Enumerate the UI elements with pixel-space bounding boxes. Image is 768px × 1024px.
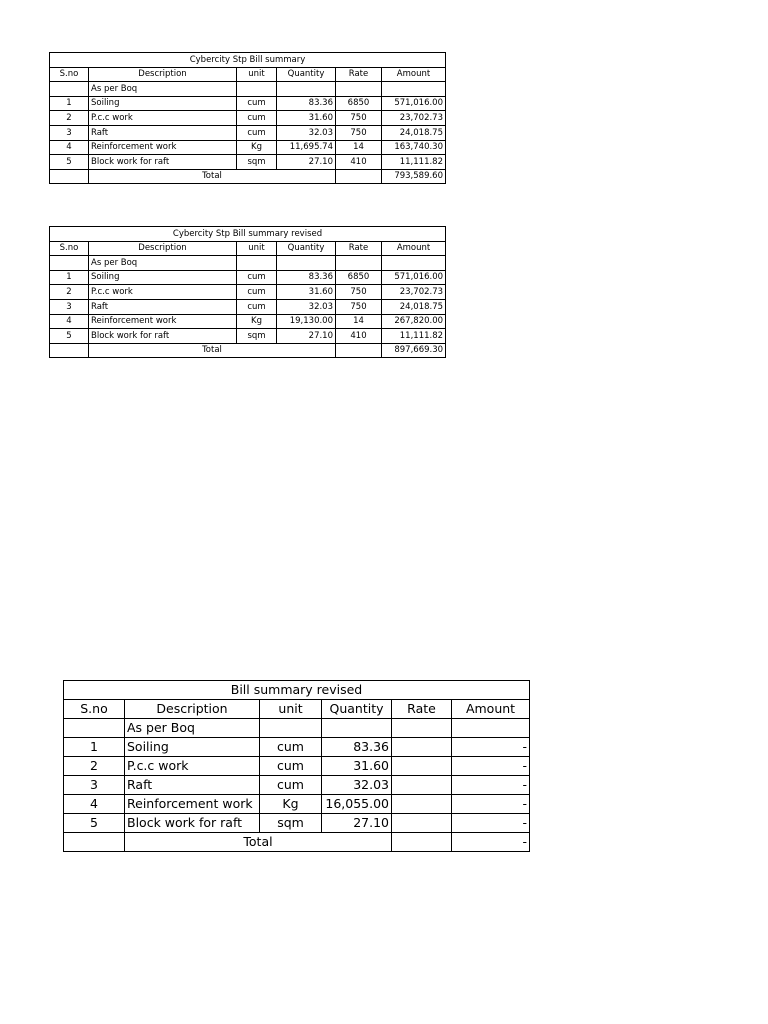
cell-sno: 3 xyxy=(64,776,125,795)
table-row xyxy=(50,125,446,140)
cell-rate: 750 xyxy=(336,125,382,140)
table-row xyxy=(64,757,530,776)
cell-rate: 750 xyxy=(336,285,382,300)
table-title: Cybercity Stp Bill summary xyxy=(50,53,446,68)
cell-unit: cum xyxy=(237,285,277,300)
cell-sno: 3 xyxy=(50,299,89,314)
cell-unit: cum xyxy=(260,757,322,776)
cell-quantity: 32.03 xyxy=(322,776,392,795)
header-unit: unit xyxy=(237,67,277,82)
table-row xyxy=(50,285,446,300)
header-rate: Rate xyxy=(336,67,382,82)
cell-sno: 5 xyxy=(64,814,125,833)
cell-rate: 750 xyxy=(336,299,382,314)
cell-amount: - xyxy=(452,795,530,814)
cell-quantity: 11,695.74 xyxy=(277,140,336,155)
cell-amount: - xyxy=(452,776,530,795)
cell-quantity: 27.10 xyxy=(322,814,392,833)
cell-sno: 5 xyxy=(50,329,89,344)
cell-unit: cum xyxy=(237,299,277,314)
header-rate: Rate xyxy=(336,241,382,256)
cell-amount: 267,820.00 xyxy=(382,314,446,329)
cell-unit: Kg xyxy=(237,314,277,329)
cell-rate: 410 xyxy=(336,329,382,344)
cell-unit: sqm xyxy=(260,814,322,833)
cell-amount: 11,111.82 xyxy=(382,329,446,344)
cell-description: Reinforcement work xyxy=(125,795,260,814)
cell-description: P.c.c work xyxy=(125,757,260,776)
header-description: Description xyxy=(89,67,237,82)
cell-description: Soiling xyxy=(89,270,237,285)
cell-sno: 1 xyxy=(50,270,89,285)
header-amount: Amount xyxy=(382,67,446,82)
bill-summary-revised-large-table xyxy=(63,680,530,852)
bill-summary-revised-table xyxy=(49,226,446,358)
cell-unit: cum xyxy=(237,125,277,140)
total-label: Total xyxy=(89,343,336,358)
cell-amount: 24,018.75 xyxy=(382,299,446,314)
subheading-row xyxy=(50,256,446,271)
cell-amount: - xyxy=(452,814,530,833)
header-sno: S.no xyxy=(50,241,89,256)
cell-quantity: 32.03 xyxy=(277,299,336,314)
cell-amount: 23,702.73 xyxy=(382,285,446,300)
cell-rate: 14 xyxy=(336,140,382,155)
cell-unit: cum xyxy=(260,776,322,795)
table-title-row xyxy=(50,227,446,242)
cell-unit: Kg xyxy=(260,795,322,814)
cell-description: Block work for raft xyxy=(125,814,260,833)
cell-unit: sqm xyxy=(237,329,277,344)
header-unit: unit xyxy=(237,241,277,256)
header-description: Description xyxy=(89,241,237,256)
cell-quantity: 32.03 xyxy=(277,125,336,140)
cell-amount: 23,702.73 xyxy=(382,111,446,126)
cell-rate xyxy=(392,738,452,757)
table-row xyxy=(50,314,446,329)
subheading: As per Boq xyxy=(89,82,237,97)
cell-quantity: 27.10 xyxy=(277,155,336,170)
cell-quantity: 16,055.00 xyxy=(322,795,392,814)
cell-amount: - xyxy=(452,738,530,757)
table-row xyxy=(50,155,446,170)
header-unit: unit xyxy=(260,700,322,719)
cell-description: Soiling xyxy=(125,738,260,757)
cell-sno: 3 xyxy=(50,125,89,140)
cell-sno: 2 xyxy=(50,111,89,126)
cell-rate: 6850 xyxy=(336,270,382,285)
cell-quantity: 83.36 xyxy=(277,270,336,285)
total-amount: 897,669.30 xyxy=(382,343,446,358)
cell-description: Raft xyxy=(89,299,237,314)
total-label: Total xyxy=(125,833,392,852)
cell-description: P.c.c work xyxy=(89,111,237,126)
cell-rate: 410 xyxy=(336,155,382,170)
header-amount: Amount xyxy=(452,700,530,719)
header-description: Description xyxy=(125,700,260,719)
table-row xyxy=(50,299,446,314)
cell-amount: 571,016.00 xyxy=(382,270,446,285)
total-label: Total xyxy=(89,169,336,184)
total-row xyxy=(50,343,446,358)
cell-rate xyxy=(392,757,452,776)
cell-sno: 5 xyxy=(50,155,89,170)
cell-description: P.c.c work xyxy=(89,285,237,300)
cell-sno: 4 xyxy=(64,795,125,814)
header-rate: Rate xyxy=(392,700,452,719)
cell-rate: 6850 xyxy=(336,96,382,111)
table-title: Cybercity Stp Bill summary revised xyxy=(50,227,446,242)
table-header-row xyxy=(50,241,446,256)
cell-unit: cum xyxy=(237,270,277,285)
cell-description: Soiling xyxy=(89,96,237,111)
bill-summary-table xyxy=(49,52,446,184)
total-amount: - xyxy=(452,833,530,852)
cell-quantity: 31.60 xyxy=(322,757,392,776)
cell-unit: cum xyxy=(237,111,277,126)
cell-quantity: 31.60 xyxy=(277,111,336,126)
table-title-row xyxy=(50,53,446,68)
cell-quantity: 83.36 xyxy=(277,96,336,111)
cell-rate: 750 xyxy=(336,111,382,126)
cell-amount: 24,018.75 xyxy=(382,125,446,140)
header-sno: S.no xyxy=(64,700,125,719)
table-row xyxy=(64,776,530,795)
table-title: Bill summary revised xyxy=(64,681,530,700)
cell-sno: 1 xyxy=(64,738,125,757)
cell-rate xyxy=(392,776,452,795)
cell-unit: Kg xyxy=(237,140,277,155)
subheading-row xyxy=(50,82,446,97)
table-header-row xyxy=(50,67,446,82)
cell-rate: 14 xyxy=(336,314,382,329)
header-quantity: Quantity xyxy=(322,700,392,719)
cell-amount: 11,111.82 xyxy=(382,155,446,170)
cell-unit: cum xyxy=(237,96,277,111)
cell-description: Raft xyxy=(125,776,260,795)
cell-sno: 2 xyxy=(64,757,125,776)
subheading-row xyxy=(64,719,530,738)
cell-amount: 163,740.30 xyxy=(382,140,446,155)
cell-sno: 2 xyxy=(50,285,89,300)
cell-amount: - xyxy=(452,757,530,776)
cell-rate xyxy=(392,814,452,833)
table-row xyxy=(50,270,446,285)
total-row xyxy=(64,833,530,852)
table-row xyxy=(50,140,446,155)
cell-sno: 1 xyxy=(50,96,89,111)
header-quantity: Quantity xyxy=(277,67,336,82)
cell-unit: sqm xyxy=(237,155,277,170)
table-row xyxy=(64,738,530,757)
table-row xyxy=(64,814,530,833)
table-header-row xyxy=(64,700,530,719)
cell-description: Block work for raft xyxy=(89,155,237,170)
table-row xyxy=(50,96,446,111)
cell-description: Raft xyxy=(89,125,237,140)
table-title-row xyxy=(64,681,530,700)
cell-unit: cum xyxy=(260,738,322,757)
cell-description: Block work for raft xyxy=(89,329,237,344)
cell-quantity: 19,130.00 xyxy=(277,314,336,329)
subheading: As per Boq xyxy=(89,256,237,271)
header-sno: S.no xyxy=(50,67,89,82)
cell-quantity: 31.60 xyxy=(277,285,336,300)
table-row xyxy=(50,329,446,344)
cell-quantity: 83.36 xyxy=(322,738,392,757)
cell-sno: 4 xyxy=(50,314,89,329)
table-row xyxy=(50,111,446,126)
cell-sno: 4 xyxy=(50,140,89,155)
header-amount: Amount xyxy=(382,241,446,256)
table-row xyxy=(64,795,530,814)
cell-description: Reinforcement work xyxy=(89,140,237,155)
cell-amount: 571,016.00 xyxy=(382,96,446,111)
total-row xyxy=(50,169,446,184)
subheading: As per Boq xyxy=(125,719,260,738)
header-quantity: Quantity xyxy=(277,241,336,256)
cell-description: Reinforcement work xyxy=(89,314,237,329)
cell-rate xyxy=(392,795,452,814)
total-amount: 793,589.60 xyxy=(382,169,446,184)
cell-quantity: 27.10 xyxy=(277,329,336,344)
